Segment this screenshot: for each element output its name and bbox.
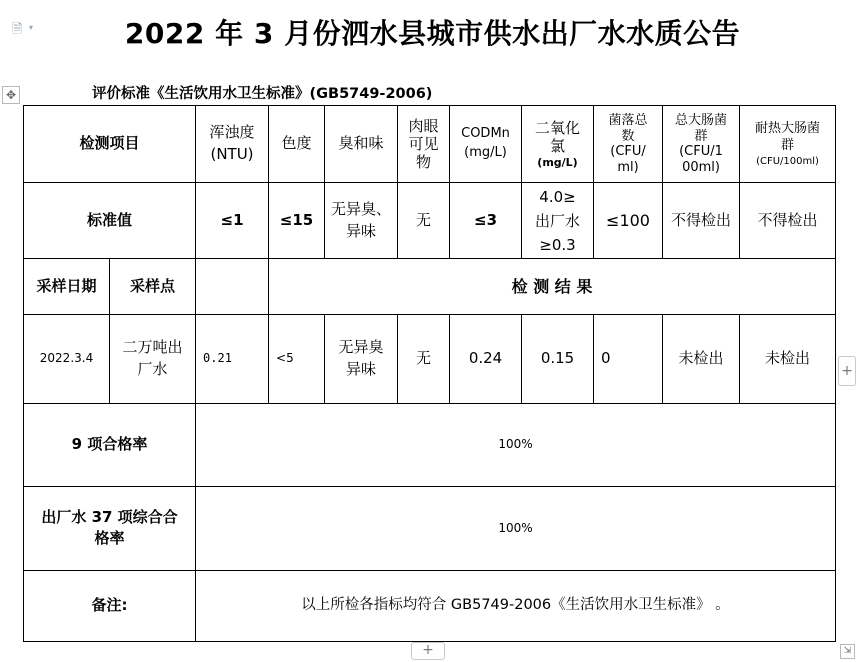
standard-chlorine-dioxide [522, 183, 594, 258]
standard-label: 标准值 [24, 183, 196, 258]
header-thermo-coliform [740, 106, 836, 183]
chevron-down-icon[interactable]: ▾ [29, 23, 34, 32]
header-chlorine-dioxide-line-2: 氯 [550, 137, 566, 156]
evaluation-standard: 评价标准《生活饮用水卫生标准》(GB5749-2006) [92, 86, 433, 102]
header-odor: 臭和味 [325, 106, 398, 183]
result-chlorine-dioxide: 0.15 [522, 315, 594, 403]
add-row-button[interactable]: + [411, 642, 445, 660]
header-chlorine-dioxide-unit: (mg/L) [537, 156, 578, 170]
header-visible-line-1: 肉眼 [408, 117, 439, 136]
result-thermo-coliform: 未检出 [740, 315, 836, 403]
standard-cod: ≤3 [450, 183, 522, 258]
standard-odor [325, 183, 398, 258]
pass37-value: 100% [196, 487, 836, 570]
standard-turbidity: ≤1 [196, 183, 269, 258]
document-icon[interactable]: 🗎 ▾ [12, 22, 34, 37]
pass37-label [24, 487, 196, 570]
standard-colony: ≤100 [594, 183, 663, 258]
table-resize-handle-icon[interactable]: ⇲ [840, 644, 855, 659]
header-cod-name: CODMn [461, 126, 510, 142]
pass9-row [24, 403, 836, 486]
result-coliform: 未检出 [663, 315, 740, 403]
result-point [110, 315, 196, 403]
header-coliform-line-2: 群 [694, 128, 708, 144]
header-colony-line-1: 菌落总 [608, 113, 648, 129]
standard-visible: 无 [398, 183, 450, 258]
header-row [24, 106, 836, 183]
header-chlorine-dioxide [522, 106, 594, 183]
header-thermo-coliform-unit: (CFU/100ml) [756, 155, 819, 167]
note-row [24, 570, 836, 641]
pass9-label: 9 项合格率 [24, 403, 196, 486]
result-odor-line-1: 无异臭 [338, 338, 384, 357]
standard-coliform: 不得检出 [663, 183, 740, 258]
sampling-date-label: 采样日期 [24, 258, 110, 314]
standard-odor-line-2: 异味 [346, 221, 377, 240]
add-column-button[interactable]: + [838, 356, 856, 386]
result-turbidity: 0.21 [196, 315, 269, 403]
standard-chlorine-dioxide-line-3: ≥0.3 [539, 235, 576, 254]
page-title: 2022 年 3 月份泗水县城市供水出厂水水质公告 [124, 17, 741, 50]
standard-row [24, 183, 836, 258]
note-text: 以上所检各指标均符合 GB5749-2006《生活饮用水卫生标准》 。 [196, 570, 836, 641]
header-coliform-line-4: 00ml) [682, 159, 720, 175]
standard-odor-line-1: 无异臭、 [331, 199, 392, 218]
result-odor [325, 315, 398, 403]
table-move-handle-icon[interactable]: ✥ [2, 86, 20, 104]
header-coliform [663, 106, 740, 183]
note-label: 备注: [24, 570, 196, 641]
standard-chlorine-dioxide-line-2: 出厂水 [535, 211, 581, 230]
header-visible [398, 106, 450, 183]
header-thermo-coliform-line-2: 群 [781, 137, 795, 153]
header-turbidity-name: 浑浊度 [209, 123, 255, 142]
header-turbidity-unit: (NTU) [210, 145, 254, 164]
result-visible: 无 [398, 315, 450, 403]
header-thermo-coliform-line-1: 耐热大肠菌 [755, 120, 821, 136]
header-chlorine-dioxide-line-1: 二氧化 [535, 118, 581, 137]
header-colony-line-4: ml) [617, 159, 639, 175]
header-coliform-line-3: (CFU/1 [679, 144, 723, 160]
result-date: 2022.3.4 [24, 315, 110, 403]
results-label: 检 测 结 果 [269, 258, 836, 314]
header-visible-line-2: 可见 [408, 135, 439, 154]
result-color: <5 [269, 315, 325, 403]
standard-thermo-coliform: 不得检出 [740, 183, 836, 258]
result-odor-line-2: 异味 [346, 359, 377, 378]
header-color: 色度 [269, 106, 325, 183]
header-colony-line-3: (CFU/ [610, 144, 646, 160]
result-cod: 0.24 [450, 315, 522, 403]
header-coliform-line-1: 总大肠菌 [675, 113, 728, 129]
result-colony: 0 [594, 315, 663, 403]
result-point-line-1: 二万吨出 [122, 338, 183, 357]
result-point-line-2: 厂水 [137, 359, 168, 378]
standard-color: ≤15 [269, 183, 325, 258]
header-cod-unit: (mg/L) [464, 145, 507, 161]
standard-chlorine-dioxide-line-1: 4.0≥ [539, 187, 576, 206]
pass37-label-line-2: 格率 [94, 529, 125, 548]
header-visible-line-3: 物 [416, 153, 432, 172]
header-cod [450, 106, 522, 183]
sampling-point-label: 采样点 [110, 258, 196, 314]
header-colony [594, 106, 663, 183]
header-colony-line-2: 数 [621, 128, 635, 144]
pass37-row [24, 487, 836, 570]
pass9-value: 100% [196, 403, 836, 486]
result-row [24, 315, 836, 403]
water-quality-table [23, 105, 836, 642]
header-item: 检测项目 [24, 106, 196, 183]
sampling-empty-cell [196, 258, 269, 314]
header-turbidity [196, 106, 269, 183]
sampling-header-row [24, 258, 836, 314]
pass37-label-line-1: 出厂水 37 项综合合 [41, 507, 178, 526]
